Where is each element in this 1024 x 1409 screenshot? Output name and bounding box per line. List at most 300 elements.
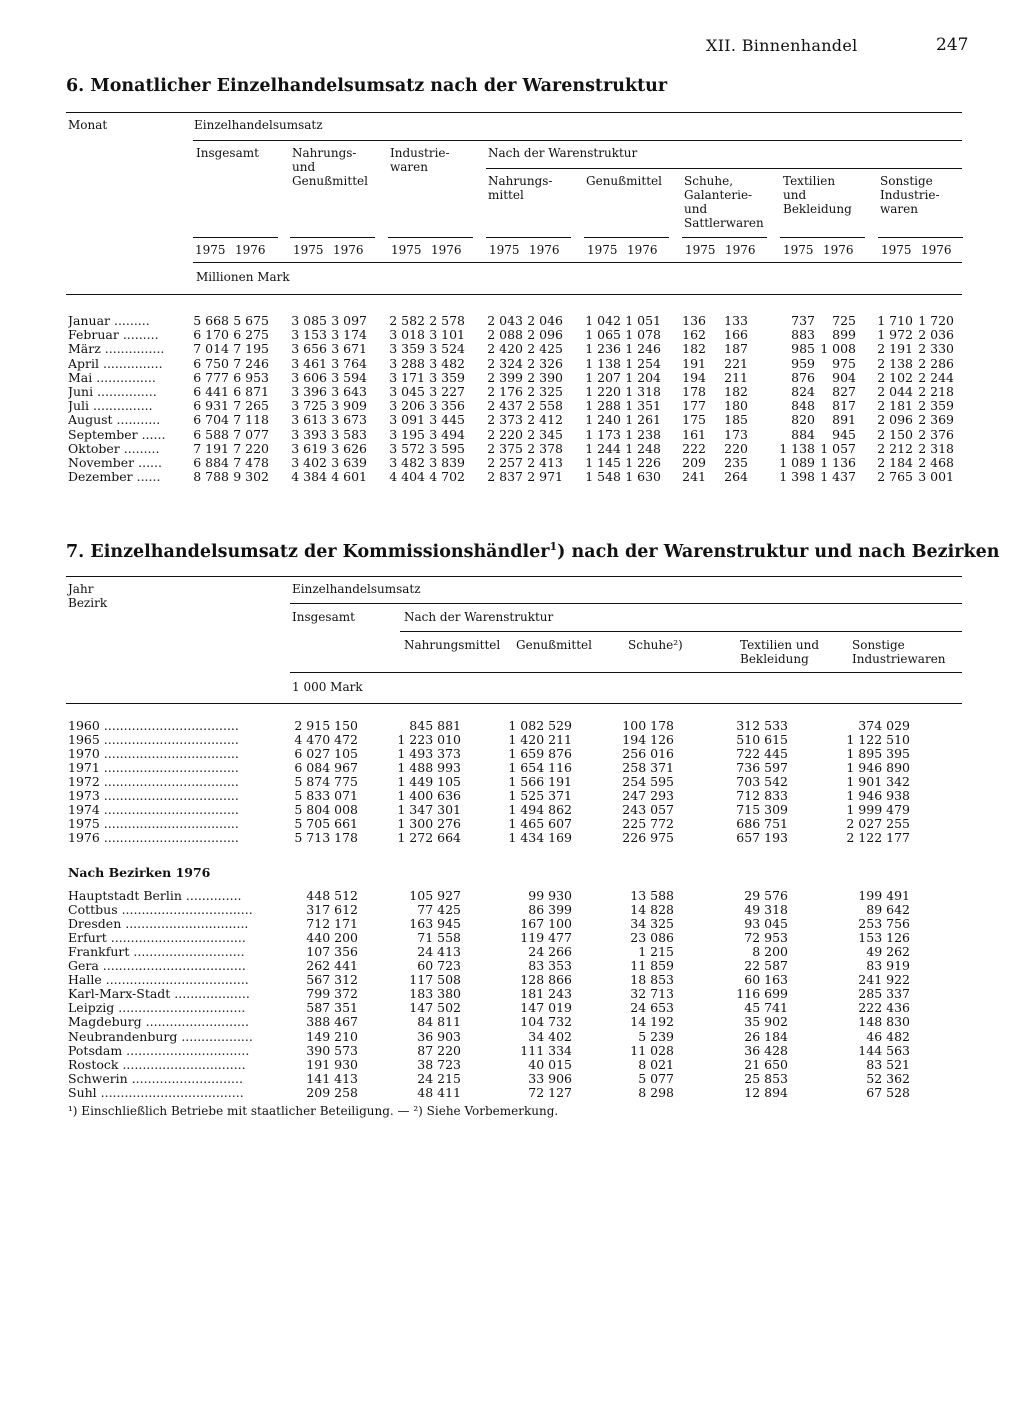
table7-cell: 374 029 bbox=[858, 718, 910, 733]
table6-row-label: November ...... bbox=[68, 456, 162, 470]
table6-cell: 2 046 bbox=[527, 313, 563, 328]
table7-title bbox=[66, 540, 999, 562]
table7-row-label: Frankfurt ............................ bbox=[68, 945, 245, 960]
table6-row-label: August ........... bbox=[68, 413, 161, 428]
table7-cell: 144 563 bbox=[858, 1042, 910, 1058]
table6-cell: 7 118 bbox=[233, 412, 269, 428]
table7-cell: 686 751 bbox=[736, 816, 788, 832]
table7-cell: 799 372 bbox=[306, 986, 358, 1002]
table6-header-sonstige: Sonstige Industrie- waren bbox=[880, 174, 940, 216]
table6-cell: 194 bbox=[682, 369, 706, 385]
table6-cell: 2 325 bbox=[527, 384, 563, 399]
table6-cell: 6 871 bbox=[233, 384, 269, 399]
table7-cell: 141 413 bbox=[306, 1070, 358, 1086]
table6-cell: 2 413 bbox=[527, 455, 563, 470]
table6-cell: 3 091 bbox=[389, 412, 425, 428]
table6-cell: 6 884 bbox=[193, 455, 229, 470]
table6-cell: 1 254 bbox=[625, 355, 661, 371]
table7-cell: 241 922 bbox=[858, 972, 910, 988]
table7-cell: 117 508 bbox=[409, 972, 461, 988]
table6-cell: 136 bbox=[682, 313, 706, 328]
table6-row-label: Juni ............... bbox=[68, 385, 157, 399]
table6-cell: 166 bbox=[724, 327, 748, 343]
table7-cell: 8 298 bbox=[638, 1084, 674, 1100]
table7-cell: 722 445 bbox=[736, 746, 788, 762]
table6-cell: 2 257 bbox=[487, 455, 523, 470]
table6-cell: 3 445 bbox=[429, 412, 465, 428]
table7-cell: 312 533 bbox=[736, 718, 788, 733]
table6-cell: 7 265 bbox=[233, 398, 269, 414]
table6-cell: 817 bbox=[832, 398, 856, 414]
table7-cell: 199 491 bbox=[858, 888, 910, 903]
table7-row-label: Potsdam ............................... bbox=[68, 1043, 250, 1058]
table6-cell: 2 373 bbox=[487, 412, 523, 428]
table6-header-insgesamt: Insgesamt bbox=[196, 146, 259, 160]
table7-cell: 1 895 395 bbox=[846, 746, 910, 762]
table7-cell: 1 901 342 bbox=[846, 774, 910, 790]
table6-cell: 1 630 bbox=[625, 469, 661, 485]
table6-cell: 3 461 bbox=[291, 355, 327, 371]
table7-cell: 60 163 bbox=[744, 972, 788, 988]
table6-cell: 3 359 bbox=[389, 341, 425, 357]
table6-cell: 945 bbox=[832, 426, 856, 442]
table6-cell: 173 bbox=[724, 426, 748, 442]
table6-cell: 3 639 bbox=[331, 455, 367, 470]
table6-year-1975: 1975 bbox=[293, 243, 324, 257]
table7-row-label: Erfurt .................................. bbox=[68, 931, 246, 946]
table6-cell: 876 bbox=[791, 369, 815, 385]
table7-cell: 149 210 bbox=[306, 1028, 358, 1044]
table7-cell: 52 362 bbox=[866, 1070, 910, 1086]
table6-cell: 2 096 bbox=[527, 327, 563, 343]
table7-cell: 712 171 bbox=[306, 916, 358, 932]
table6-cell: 4 404 bbox=[389, 469, 425, 485]
table6-cell: 1 051 bbox=[625, 313, 661, 328]
table6-cell: 2 971 bbox=[527, 469, 563, 485]
table7-cell: 99 930 bbox=[528, 888, 572, 903]
table6-cell: 1 145 bbox=[585, 455, 621, 470]
table7-cell: 5 705 661 bbox=[294, 816, 358, 832]
table7-cell: 1 122 510 bbox=[846, 732, 910, 748]
table6-cell: 3 195 bbox=[389, 426, 425, 442]
table7-cell: 77 425 bbox=[417, 902, 461, 918]
table7-cell: 34 325 bbox=[630, 916, 674, 932]
table6-cell: 3 097 bbox=[331, 313, 367, 328]
table7-row-label: 1971 .................................. bbox=[68, 761, 239, 776]
table7-cell: 24 413 bbox=[417, 944, 461, 960]
table6-cell: 1 972 bbox=[877, 327, 913, 343]
table7-cell: 1 434 169 bbox=[508, 830, 572, 846]
table6-cell: 975 bbox=[832, 355, 856, 371]
table6-cell: 1 220 bbox=[585, 384, 621, 399]
table7-cell: 87 220 bbox=[417, 1042, 461, 1058]
table6-cell: 1 226 bbox=[625, 455, 661, 470]
table7-cell: 1 566 191 bbox=[508, 774, 572, 790]
table6-cell: 222 bbox=[682, 440, 706, 456]
table7-cell: 105 927 bbox=[409, 888, 461, 903]
table7-footnote: ¹) Einschließlich Betriebe mit staatlicher Beteiligung. — ²) Siehe Vorbemerkung. bbox=[68, 1104, 559, 1118]
table7-cell: 222 436 bbox=[858, 1000, 910, 1016]
table7-header-jahr: Jahr bbox=[68, 582, 94, 596]
table6-year-1975: 1975 bbox=[489, 243, 520, 257]
table6-cell: 1 136 bbox=[820, 455, 856, 470]
table7-cell: 116 699 bbox=[736, 986, 788, 1002]
table6-cell: 6 588 bbox=[193, 426, 229, 442]
table7-cell: 111 334 bbox=[520, 1042, 572, 1058]
table6-cell: 3 725 bbox=[291, 398, 327, 414]
table6-row-label: Oktober ......... bbox=[68, 441, 160, 456]
table6-cell: 264 bbox=[724, 469, 748, 485]
table6-cell: 2 138 bbox=[877, 355, 913, 371]
table7-cell: 1 659 876 bbox=[508, 746, 572, 762]
table7-cell: 24 266 bbox=[528, 944, 572, 960]
table7-row-label: Rostock ............................... bbox=[68, 1057, 246, 1072]
table6-cell: 2 345 bbox=[527, 426, 563, 442]
table6-cell: 959 bbox=[791, 355, 815, 371]
table7-cell: 36 903 bbox=[417, 1028, 461, 1044]
table6-header-genussmittel: Genußmittel bbox=[586, 174, 662, 188]
table7-cell: 243 057 bbox=[622, 802, 674, 818]
table6-cell: 2 096 bbox=[877, 412, 913, 428]
table7-row-label: Suhl .................................... bbox=[68, 1085, 244, 1100]
table7-cell: 36 428 bbox=[744, 1042, 788, 1058]
table6-cell: 6 931 bbox=[193, 398, 229, 414]
table7-cell: 6 027 105 bbox=[294, 746, 358, 762]
table7-cell: 1 494 862 bbox=[508, 802, 572, 818]
table6-header-textilien: Textilien und Bekleidung bbox=[783, 174, 852, 216]
table6-row-label: Mai ............... bbox=[68, 370, 156, 385]
table7-row-label: Halle .................................... bbox=[68, 973, 249, 988]
table6-cell: 3 595 bbox=[429, 440, 465, 456]
table6-cell: 162 bbox=[682, 327, 706, 343]
table6-cell: 2 318 bbox=[918, 440, 954, 456]
table6-cell: 6 750 bbox=[193, 355, 229, 371]
table7-cell: 40 015 bbox=[528, 1056, 572, 1072]
table7-cell: 4 470 472 bbox=[294, 732, 358, 748]
table6-cell: 3 171 bbox=[389, 369, 425, 385]
table6-cell: 3 839 bbox=[429, 455, 465, 470]
table7-title-rest: ) nach der Warenstruktur und nach Bezirken bbox=[557, 541, 1000, 562]
table6-cell: 884 bbox=[791, 426, 815, 442]
table6-cell: 1 710 bbox=[877, 313, 913, 328]
table7-cell: 147 019 bbox=[520, 1000, 572, 1016]
table7-cell: 8 200 bbox=[752, 944, 788, 960]
table6-cell: 3 045 bbox=[389, 384, 425, 399]
table7-bezirke-heading: Nach Bezirken 1976 bbox=[68, 866, 211, 880]
table6-cell: 3 482 bbox=[429, 355, 465, 371]
table6-cell: 187 bbox=[724, 341, 748, 357]
table6-year-1975: 1975 bbox=[685, 243, 716, 257]
table6-year-1976: 1976 bbox=[823, 243, 854, 257]
table6-cell: 1 246 bbox=[625, 341, 661, 357]
table6-cell: 1 548 bbox=[585, 469, 621, 485]
table6-cell: 3 673 bbox=[331, 412, 367, 428]
table6-cell: 175 bbox=[682, 412, 706, 428]
table6-cell: 3 018 bbox=[389, 327, 425, 343]
table7-cell: 2 027 255 bbox=[846, 816, 910, 832]
table6-cell: 2 359 bbox=[918, 398, 954, 414]
table6-cell: 6 777 bbox=[193, 369, 229, 385]
table6-cell: 2 102 bbox=[877, 369, 913, 385]
table6-cell: 9 302 bbox=[233, 469, 269, 485]
table7-row-label: Karl-Marx-Stadt ................... bbox=[68, 987, 250, 1002]
table7-cell: 715 309 bbox=[736, 802, 788, 818]
table6-cell: 3 626 bbox=[331, 440, 367, 456]
table7-header-textilien: Textilien und Bekleidung bbox=[740, 638, 820, 666]
table7-cell: 247 293 bbox=[622, 788, 674, 804]
table7-cell: 567 312 bbox=[306, 972, 358, 988]
table7-cell: 14 828 bbox=[630, 902, 674, 918]
table6-cell: 2 375 bbox=[487, 440, 523, 456]
table6-cell: 3 206 bbox=[389, 398, 425, 414]
table7-cell: 8 021 bbox=[638, 1056, 674, 1072]
table7-row-label: Cottbus ................................. bbox=[68, 903, 253, 918]
table6-cell: 985 bbox=[791, 341, 815, 357]
table7-row-label: 1973 .................................. bbox=[68, 789, 239, 804]
table6-cell: 1 236 bbox=[585, 341, 621, 357]
table7-cell: 2 122 177 bbox=[846, 830, 910, 846]
table7-cell: 285 337 bbox=[858, 986, 910, 1002]
table6-cell: 211 bbox=[724, 369, 748, 385]
table6-cell: 1 720 bbox=[918, 313, 954, 328]
table7-row-label: Magdeburg .......................... bbox=[68, 1015, 249, 1030]
table7-header-einzelhandelsumsatz: Einzelhandelsumsatz bbox=[292, 582, 421, 596]
table6-cell: 2 578 bbox=[429, 313, 465, 328]
table6-cell: 2 150 bbox=[877, 426, 913, 442]
table7-cell: 258 371 bbox=[622, 760, 674, 776]
table6-cell: 191 bbox=[682, 355, 706, 371]
table6-header-einzelhandelsumsatz: Einzelhandelsumsatz bbox=[194, 118, 323, 132]
table7-cell: 390 573 bbox=[306, 1042, 358, 1058]
table7-row-label: Dresden ............................... bbox=[68, 917, 249, 932]
table7-row-label: Schwerin ............................ bbox=[68, 1071, 243, 1086]
table6-cell: 3 359 bbox=[429, 369, 465, 385]
table6-cell: 6 170 bbox=[193, 327, 229, 343]
table7-header-insgesamt: Insgesamt bbox=[292, 610, 355, 624]
table7-cell: 60 723 bbox=[417, 958, 461, 974]
table6-cell: 883 bbox=[791, 327, 815, 343]
table7-cell: 183 380 bbox=[409, 986, 461, 1002]
table7-cell: 21 650 bbox=[744, 1056, 788, 1072]
table7-cell: 1 215 bbox=[638, 944, 674, 960]
table7-row-label: Gera .................................... bbox=[68, 959, 246, 974]
table6-cell: 2 369 bbox=[918, 412, 954, 428]
table7-cell: 253 756 bbox=[858, 916, 910, 932]
table7-cell: 1 999 479 bbox=[846, 802, 910, 818]
table6-cell: 2 181 bbox=[877, 398, 913, 414]
table6-cell: 3 227 bbox=[429, 384, 465, 399]
table6-cell: 1 057 bbox=[820, 440, 856, 456]
table6-cell: 3 524 bbox=[429, 341, 465, 357]
table7-cell: 1 488 993 bbox=[397, 760, 461, 776]
table6-cell: 161 bbox=[682, 426, 706, 442]
table6-cell: 2 390 bbox=[527, 369, 563, 385]
table7-cell: 49 262 bbox=[866, 944, 910, 960]
table7-cell: 22 587 bbox=[744, 958, 788, 974]
table7-header-bezirk: Bezirk bbox=[68, 596, 108, 610]
table7-cell: 167 100 bbox=[520, 916, 572, 932]
table6-cell: 2 044 bbox=[877, 384, 913, 399]
table7-cell: 2 915 150 bbox=[294, 718, 358, 733]
table6-year-1975: 1975 bbox=[587, 243, 618, 257]
table6-cell: 824 bbox=[791, 384, 815, 399]
table6-cell: 6 704 bbox=[193, 412, 229, 428]
table6-cell: 848 bbox=[791, 398, 815, 414]
table6-cell: 2 218 bbox=[918, 384, 954, 399]
table6-cell: 3 393 bbox=[291, 426, 327, 442]
table6-row-label: September ...... bbox=[68, 427, 166, 442]
table7-cell: 191 930 bbox=[306, 1056, 358, 1072]
table6-year-1976: 1976 bbox=[333, 243, 364, 257]
table6-cell: 241 bbox=[682, 469, 706, 485]
table6-row-label: Februar ......... bbox=[68, 328, 159, 343]
table7-cell: 587 351 bbox=[306, 1000, 358, 1016]
table7-cell: 38 723 bbox=[417, 1056, 461, 1072]
table6-cell: 221 bbox=[724, 355, 748, 371]
table6-cell: 3 613 bbox=[291, 412, 327, 428]
table7-cell: 181 243 bbox=[520, 986, 572, 1002]
table7-cell: 11 028 bbox=[630, 1042, 674, 1058]
table6-cell: 1 351 bbox=[625, 398, 661, 414]
table6-cell: 1 244 bbox=[585, 440, 621, 456]
table6-cell: 904 bbox=[832, 369, 856, 385]
table7-cell: 72 953 bbox=[744, 930, 788, 946]
table7-cell: 5 239 bbox=[638, 1028, 674, 1044]
table7-cell: 86 399 bbox=[528, 902, 572, 918]
table6-cell: 3 572 bbox=[389, 440, 425, 456]
table7-cell: 712 833 bbox=[736, 788, 788, 804]
running-header: XII. Binnenhandel bbox=[706, 36, 858, 55]
table7-cell: 1 493 373 bbox=[397, 746, 461, 762]
table6-cell: 2 558 bbox=[527, 398, 563, 414]
table7-cell: 254 595 bbox=[622, 774, 674, 790]
table6-cell: 7 246 bbox=[233, 355, 269, 371]
table7-header-nahrungsmittel: Nahrungsmittel bbox=[404, 638, 501, 652]
table7-cell: 104 732 bbox=[520, 1014, 572, 1030]
table6-cell: 2 765 bbox=[877, 469, 913, 485]
table6-cell: 2 412 bbox=[527, 412, 563, 428]
table7-row-label: 1970 .................................. bbox=[68, 747, 239, 762]
table6-cell: 3 101 bbox=[429, 327, 465, 343]
table7-cell: 34 402 bbox=[528, 1028, 572, 1044]
table6-cell: 7 014 bbox=[193, 341, 229, 357]
table6-year-1976: 1976 bbox=[627, 243, 658, 257]
table6-cell: 1 042 bbox=[585, 313, 621, 328]
table7-cell: 1 272 664 bbox=[397, 830, 461, 846]
table6-cell: 737 bbox=[791, 313, 815, 328]
table6-cell: 4 601 bbox=[331, 469, 367, 485]
table6-cell: 1 437 bbox=[820, 469, 856, 485]
table6-row-label: April ............... bbox=[68, 356, 163, 371]
table7-cell: 100 178 bbox=[622, 718, 674, 733]
table7-cell: 26 184 bbox=[744, 1028, 788, 1044]
table6-row-label: März ............... bbox=[68, 342, 165, 357]
table6-header-industriewaren: Industrie- waren bbox=[390, 146, 450, 174]
table7-cell: 1 449 105 bbox=[397, 774, 461, 790]
table7-cell: 14 192 bbox=[630, 1014, 674, 1030]
table7-row-label: 1974 .................................. bbox=[68, 803, 239, 818]
table6-cell: 3 085 bbox=[291, 313, 327, 328]
table7-cell: 24 215 bbox=[417, 1070, 461, 1086]
table7-cell: 225 772 bbox=[622, 816, 674, 832]
table6-cell: 2 191 bbox=[877, 341, 913, 357]
table6-cell: 899 bbox=[832, 327, 856, 343]
table6-cell: 2 468 bbox=[918, 455, 954, 470]
table7-cell: 440 200 bbox=[306, 930, 358, 946]
table6-cell: 3 671 bbox=[331, 341, 367, 357]
table6-cell: 3 001 bbox=[918, 469, 954, 485]
table7-cell: 388 467 bbox=[306, 1014, 358, 1030]
table6-cell: 1 398 bbox=[779, 469, 815, 485]
table7-cell: 45 741 bbox=[744, 1000, 788, 1016]
table6-cell: 8 788 bbox=[193, 469, 229, 485]
table6-cell: 2 378 bbox=[527, 440, 563, 456]
table6-cell: 3 153 bbox=[291, 327, 327, 343]
table7-cell: 194 126 bbox=[622, 732, 674, 748]
table7-cell: 83 521 bbox=[866, 1056, 910, 1072]
table7-cell: 448 512 bbox=[306, 888, 358, 903]
table7-cell: 5 833 071 bbox=[294, 788, 358, 804]
table6-cell: 1 078 bbox=[625, 327, 661, 343]
page-number: 247 bbox=[936, 35, 969, 55]
table7-cell: 24 653 bbox=[630, 1000, 674, 1016]
table7-cell: 1 347 301 bbox=[397, 802, 461, 818]
table6-cell: 2 176 bbox=[487, 384, 523, 399]
table6-cell: 182 bbox=[724, 384, 748, 399]
table7-cell: 1 300 276 bbox=[397, 816, 461, 832]
table6-cell: 3 288 bbox=[389, 355, 425, 371]
table6-cell: 6 953 bbox=[233, 369, 269, 385]
table6-cell: 209 bbox=[682, 455, 706, 470]
table6-cell: 3 494 bbox=[429, 426, 465, 442]
table6-cell: 1 204 bbox=[625, 369, 661, 385]
table6-year-1976: 1976 bbox=[235, 243, 266, 257]
table7-cell: 11 859 bbox=[630, 958, 674, 974]
table7-cell: 5 713 178 bbox=[294, 830, 358, 846]
table6-cell: 2 088 bbox=[487, 327, 523, 343]
table6-cell: 1 065 bbox=[585, 327, 621, 343]
table7-cell: 49 318 bbox=[744, 902, 788, 918]
table6-year-1976: 1976 bbox=[431, 243, 462, 257]
table6-cell: 133 bbox=[724, 313, 748, 328]
table6-cell: 891 bbox=[832, 412, 856, 428]
table7-cell: 153 126 bbox=[858, 930, 910, 946]
table6-cell: 3 656 bbox=[291, 341, 327, 357]
table6-cell: 2 326 bbox=[527, 355, 563, 371]
table7-cell: 1 420 211 bbox=[508, 732, 572, 748]
table6-cell: 827 bbox=[832, 384, 856, 399]
table6-year-1976: 1976 bbox=[725, 243, 756, 257]
table6-cell: 1 008 bbox=[820, 341, 856, 357]
table6-cell: 7 195 bbox=[233, 341, 269, 357]
table7-cell: 71 558 bbox=[417, 930, 461, 946]
table7-cell: 657 193 bbox=[736, 830, 788, 846]
table6-cell: 235 bbox=[724, 455, 748, 470]
table7-cell: 1 654 116 bbox=[508, 760, 572, 776]
table6-cell: 1 288 bbox=[585, 398, 621, 414]
table6-cell: 725 bbox=[832, 313, 856, 328]
table7-cell: 33 906 bbox=[528, 1070, 572, 1086]
table6-year-1976: 1976 bbox=[921, 243, 952, 257]
table6-cell: 3 583 bbox=[331, 426, 367, 442]
table6-cell: 182 bbox=[682, 341, 706, 357]
table6-cell: 5 675 bbox=[233, 313, 269, 328]
table6-cell: 2 437 bbox=[487, 398, 523, 414]
table7-title-footnote-mark: 1 bbox=[549, 540, 558, 553]
table7-title-main: 7. Einzelhandelsumsatz der Kommissionshändler bbox=[66, 541, 550, 562]
table6-cell: 2 582 bbox=[389, 313, 425, 328]
table6-cell: 3 909 bbox=[331, 398, 367, 414]
